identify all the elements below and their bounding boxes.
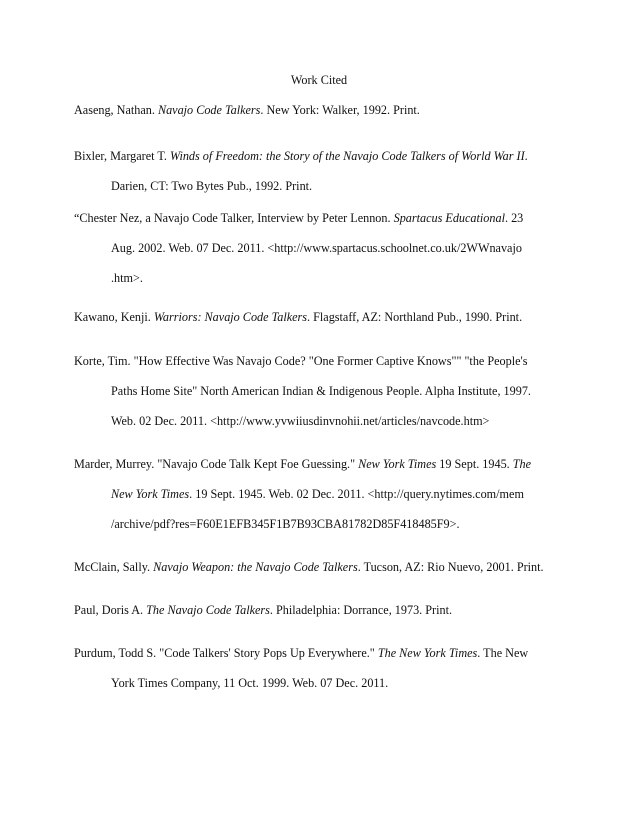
citation-text: Bixler, Margaret T. (74, 149, 170, 163)
citation-continuation (111, 516, 460, 532)
citation-continuation (111, 675, 388, 691)
citation-title-italic: Winds of Freedom: the Story of the Navajo Code Talkers of World War II (169, 149, 525, 163)
citation-text: Aaseng, Nathan. (74, 103, 158, 117)
citation-text: York Times Company, 11 Oct. 1999. Web. 07 Dec. 2011. (111, 676, 389, 690)
citation-continuation (111, 486, 524, 502)
citation-text: Paths Home Site" North American Indian & Indigenous People. Alpha Institute, 1997. (111, 384, 531, 398)
citation-text: McClain, Sally. (74, 560, 154, 574)
citation-text: Korte, Tim. "How Effective Was Navajo Code? "One Former Captive Knows"" "the People's (74, 354, 528, 368)
citation-text: Kawano, Kenji. (74, 310, 154, 324)
citation-text: Purdum, Todd S. "Code Talkers' Story Pops Up Everywhere." (74, 646, 378, 660)
citation-title-italic: The New York Times (377, 646, 478, 660)
citation-text: . The New (477, 646, 529, 660)
citation-continuation (111, 413, 489, 429)
citation-continuation (111, 383, 531, 399)
citation-entry (74, 148, 528, 164)
citation-text: . 19 Sept. 1945. Web. 02 Dec. 2011. <http://query.nytimes.com/mem (189, 487, 524, 501)
citation-text: Web. 02 Dec. 2011. <http://www.yvwiiusdinvnohii.net/articles/navcode.htm> (111, 414, 490, 428)
citation-entry (74, 645, 528, 661)
citation-text: Aug. 2002. Web. 07 Dec. 2011. <http://www.spartacus.schoolnet.co.uk/2WWnavajo (111, 241, 522, 255)
citation-text: .htm>. (111, 271, 143, 285)
citation-entry (74, 102, 420, 118)
citation-continuation (111, 270, 143, 286)
citation-continuation (111, 178, 312, 194)
citation-entry (74, 309, 522, 325)
citation-title-italic: Warriors: Navajo Code Talkers (153, 310, 308, 324)
citation-text: . Tucson, AZ: Rio Nuevo, 2001. Print. (357, 560, 544, 574)
citation-text: . Flagstaff, AZ: Northland Pub., 1990. Print. (307, 310, 523, 324)
citation-text: . Philadelphia: Dorrance, 1973. Print. (269, 603, 453, 617)
citation-text: 19 Sept. 1945. (436, 457, 513, 471)
citation-text: “Chester Nez, a Navajo Code Talker, Interview by Peter Lennon. (74, 211, 394, 225)
citation-entry (74, 602, 452, 618)
citation-entry (74, 456, 531, 472)
citation-text: /archive/pdf?res=F60E1EFB345F1B7B93CBA81782D85F418485F9>. (111, 517, 460, 531)
citation-entry (74, 210, 523, 226)
citation-title-italic: Spartacus Educational (393, 211, 505, 225)
citation-continuation (111, 240, 522, 256)
citation-text: Paul, Doris A. (74, 603, 147, 617)
citation-text: Darien, CT: Two Bytes Pub., 1992. Print. (111, 179, 313, 193)
citation-text: Marder, Murrey. "Navajo Code Talk Kept Foe Guessing." (74, 457, 359, 471)
citation-text: . New York: Walker, 1992. Print. (260, 103, 420, 117)
citation-title-italic: New York Times (111, 487, 190, 501)
citation-entry (74, 559, 544, 575)
citation-title-italic: Navajo Code Talkers (157, 103, 261, 117)
citation-text: . 23 (504, 211, 524, 225)
citation-text: . (524, 149, 528, 163)
citation-title-italic: The (512, 457, 532, 471)
citation-title-italic: New York Times (358, 457, 437, 471)
citation-title-italic: The Navajo Code Talkers (146, 603, 270, 617)
citation-title-italic: Navajo Weapon: the Navajo Code Talkers (153, 560, 358, 574)
citation-entry (74, 353, 527, 369)
page-title: Work Cited (290, 73, 348, 87)
